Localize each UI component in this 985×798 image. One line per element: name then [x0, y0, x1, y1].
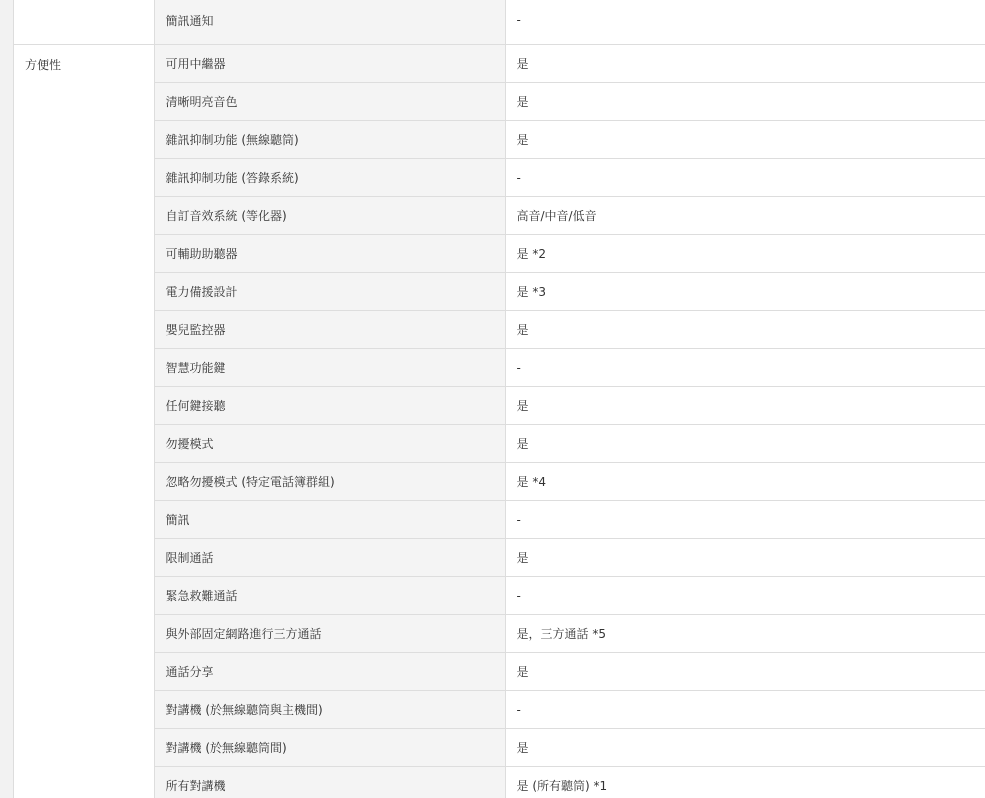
feature-cell: 任何鍵接聽 — [154, 387, 505, 425]
feature-cell: 嬰兒監控器 — [154, 311, 505, 349]
feature-cell: 對講機 (於無線聽筒與主機間) — [154, 691, 505, 729]
feature-cell: 電力備援設計 — [154, 273, 505, 311]
feature-cell: 所有對講機 — [154, 767, 505, 798]
spec-table-body — [14, 0, 985, 798]
value-cell: 是 — [505, 45, 985, 83]
table-row — [14, 0, 985, 45]
category-cell — [14, 0, 154, 45]
feature-cell: 簡訊 — [154, 501, 505, 539]
table-row — [14, 767, 985, 798]
value-cell: - — [505, 691, 985, 729]
table-row — [14, 653, 985, 691]
feature-cell: 雜訊抑制功能 (無線聽筒) — [154, 121, 505, 159]
feature-cell: 忽略勿擾模式 (特定電話簿群組) — [154, 463, 505, 501]
value-cell: 是 (所有聽筒) *1 — [505, 767, 985, 798]
table-row — [14, 235, 985, 273]
table-row — [14, 273, 985, 311]
feature-cell: 簡訊通知 — [154, 0, 505, 45]
table-row — [14, 83, 985, 121]
value-cell: 是 *3 — [505, 273, 985, 311]
table-row — [14, 577, 985, 615]
value-cell: - — [505, 501, 985, 539]
value-cell: 是 — [505, 729, 985, 767]
table-row — [14, 729, 985, 767]
value-cell: 是 — [505, 387, 985, 425]
value-cell: - — [505, 0, 985, 45]
value-cell: 高音/中音/低音 — [505, 197, 985, 235]
value-cell: 是 — [505, 539, 985, 577]
feature-cell: 可輔助助聽器 — [154, 235, 505, 273]
value-cell: 是 — [505, 425, 985, 463]
feature-cell: 清晰明亮音色 — [154, 83, 505, 121]
table-row — [14, 45, 985, 83]
feature-cell: 對講機 (於無線聽筒間) — [154, 729, 505, 767]
feature-cell: 可用中繼器 — [154, 45, 505, 83]
table-row — [14, 311, 985, 349]
value-cell: 是 *2 — [505, 235, 985, 273]
feature-cell: 勿擾模式 — [154, 425, 505, 463]
feature-cell: 雜訊抑制功能 (答錄系統) — [154, 159, 505, 197]
value-cell: 是 — [505, 83, 985, 121]
value-cell: - — [505, 577, 985, 615]
table-row — [14, 463, 985, 501]
table-row — [14, 425, 985, 463]
feature-cell: 緊急救難通話 — [154, 577, 505, 615]
feature-cell: 智慧功能鍵 — [154, 349, 505, 387]
table-row — [14, 197, 985, 235]
value-cell: 是 — [505, 653, 985, 691]
value-cell: - — [505, 159, 985, 197]
table-row — [14, 121, 985, 159]
value-cell: 是 *4 — [505, 463, 985, 501]
table-row — [14, 539, 985, 577]
table-row — [14, 691, 985, 729]
table-row — [14, 159, 985, 197]
feature-cell: 通話分享 — [154, 653, 505, 691]
category-cell: 方便性 — [14, 45, 154, 798]
table-row — [14, 501, 985, 539]
value-cell: 是，三方通話 *5 — [505, 615, 985, 653]
spec-table — [14, 0, 985, 798]
left-margin-strip — [0, 0, 14, 798]
value-cell: 是 — [505, 311, 985, 349]
feature-cell: 限制通話 — [154, 539, 505, 577]
feature-cell: 自訂音效系統 (等化器) — [154, 197, 505, 235]
feature-cell: 與外部固定網路進行三方通話 — [154, 615, 505, 653]
value-cell: 是 — [505, 121, 985, 159]
table-row — [14, 387, 985, 425]
table-row — [14, 615, 985, 653]
value-cell: - — [505, 349, 985, 387]
table-row — [14, 349, 985, 387]
